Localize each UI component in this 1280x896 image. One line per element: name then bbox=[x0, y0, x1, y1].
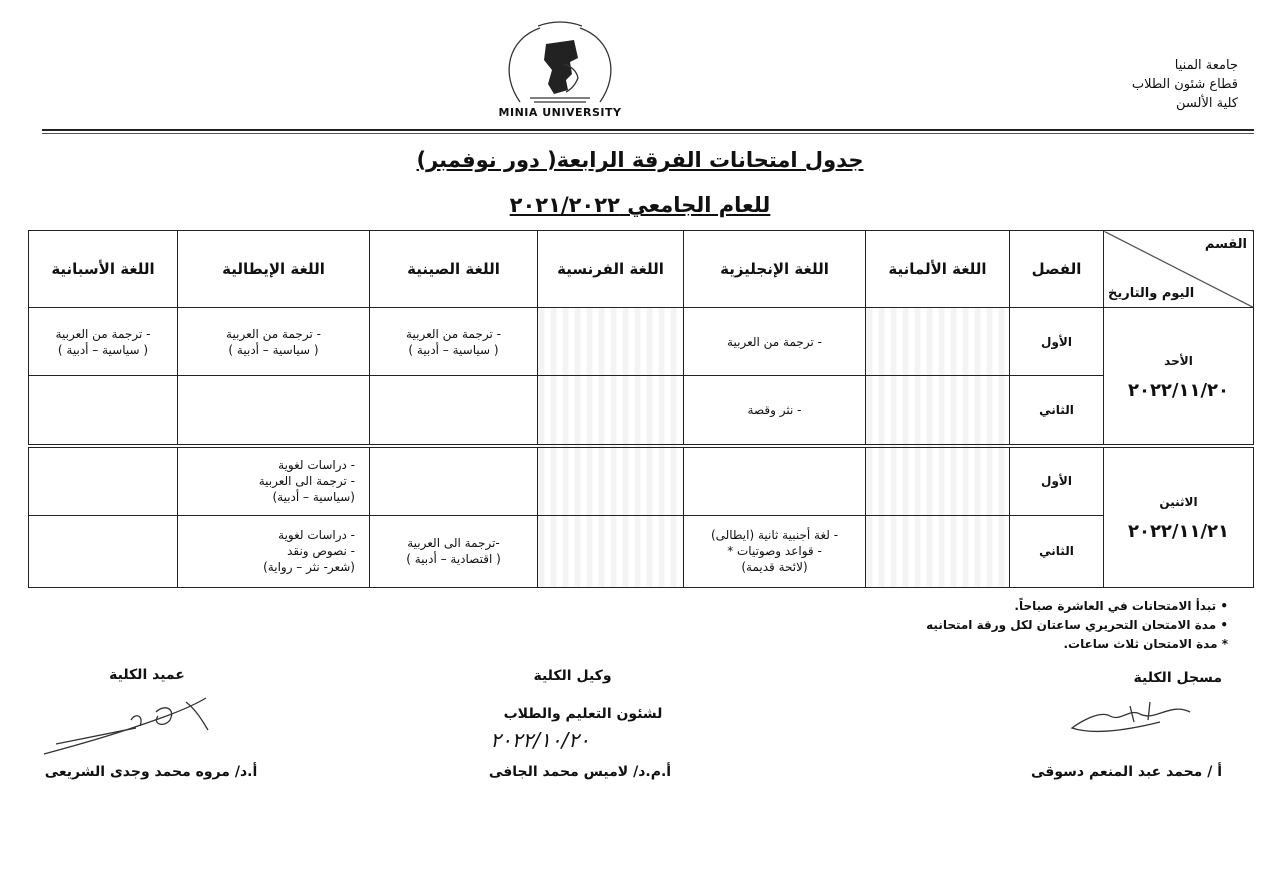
german-cell bbox=[866, 515, 1010, 587]
english-cell: - لغة أجنبية ثانية (ايطالى) - قواعد وصوتيات * (لائحة قديمة) bbox=[684, 515, 866, 587]
dean-title: عميد الكلية bbox=[109, 667, 185, 683]
english-cell: - نثر وقصة bbox=[684, 376, 866, 446]
table-row bbox=[29, 515, 1254, 587]
exam-notes bbox=[926, 597, 1228, 654]
academic-year-title: للعام الجامعي ٢٠٢١/٢٠٢٢ bbox=[509, 193, 771, 217]
vice-dean-name: أ.م.د/ لاميس محمد الجافى bbox=[488, 764, 672, 780]
table-row bbox=[29, 376, 1254, 446]
german-cell bbox=[866, 446, 1010, 516]
spanish-cell: - ترجمة من العربية ( سياسية – أدبية ) bbox=[29, 308, 178, 376]
column-header-spanish: اللغة الأسبانية bbox=[29, 231, 178, 308]
sector-name: قطاع شئون الطلاب bbox=[1131, 77, 1238, 92]
french-cell bbox=[538, 308, 684, 376]
spanish-cell bbox=[29, 515, 178, 587]
german-cell bbox=[866, 308, 1010, 376]
table-row bbox=[29, 308, 1254, 376]
column-header-english: اللغة الإنجليزية bbox=[684, 231, 866, 308]
column-header-italian: اللغة الإيطالية bbox=[178, 231, 370, 308]
logo-text: MINIA UNIVERSITY bbox=[498, 106, 622, 119]
corner-header: القسم اليوم والتاريخ bbox=[1104, 231, 1254, 308]
chinese-cell bbox=[370, 446, 538, 516]
column-header-french: اللغة الفرنسية bbox=[538, 231, 684, 308]
registrar-title: مسجل الكلية bbox=[1133, 670, 1222, 686]
chinese-cell bbox=[370, 376, 538, 446]
registrar-signature bbox=[1060, 692, 1200, 742]
document-title: جدول امتحانات الفرقة الرابعة( دور نوفمبر) bbox=[416, 148, 864, 172]
note-item: * مدة الامتحان ثلاث ساعات. bbox=[1063, 637, 1228, 651]
english-cell bbox=[684, 446, 866, 516]
german-cell bbox=[866, 376, 1010, 446]
french-cell bbox=[538, 515, 684, 587]
semester-cell: الأول bbox=[1010, 446, 1104, 516]
semester-cell: الثاني bbox=[1010, 376, 1104, 446]
italian-cell bbox=[178, 376, 370, 446]
day-cell-monday: الاثنين ٢٠٢٢/١١/٢١ bbox=[1104, 446, 1254, 588]
day-cell-sunday: الأحد ٢٠٢٢/١١/٢٠ bbox=[1104, 308, 1254, 446]
spanish-cell bbox=[29, 446, 178, 516]
chinese-cell: -ترجمة الى العربية ( اقتصادية – أدبية ) bbox=[370, 515, 538, 587]
chinese-cell: - ترجمة من العربية ( سياسية – أدبية ) bbox=[370, 308, 538, 376]
vice-dean-title: وكيل الكلية bbox=[533, 668, 612, 684]
french-cell bbox=[538, 446, 684, 516]
header-divider bbox=[42, 129, 1254, 131]
column-header-german: اللغة الألمانية bbox=[866, 231, 1010, 308]
exam-schedule-table bbox=[28, 230, 1254, 588]
registrar-name: أ / محمد عبد المنعم دسوقى bbox=[1031, 764, 1222, 780]
dean-name: أ.د/ مروه محمد وجدى الشريعى bbox=[44, 764, 258, 780]
faculty-name: كلية الألسن bbox=[1176, 96, 1238, 111]
vice-dean-handwritten-date: ٢٠٢٢/١٠/٢٠ bbox=[490, 728, 590, 752]
semester-header: الفصل bbox=[1010, 231, 1104, 308]
french-cell bbox=[538, 376, 684, 446]
table-header-row bbox=[29, 231, 1254, 308]
vice-dean-subtitle: لشئون التعليم والطلاب bbox=[503, 706, 663, 722]
table-row bbox=[29, 446, 1254, 516]
english-cell: - ترجمة من العربية bbox=[684, 308, 866, 376]
dean-signature bbox=[36, 690, 226, 760]
university-logo bbox=[490, 14, 630, 126]
note-item: • مدة الامتحان التحريري ساعتان لكل ورقة امتحانيه bbox=[926, 618, 1228, 632]
university-name: جامعة المنيا bbox=[1174, 58, 1238, 73]
italian-cell: - دراسات لغوية - نصوص ونقد (شعر- نثر – رواية) bbox=[178, 515, 370, 587]
header-divider-thin bbox=[42, 133, 1254, 134]
semester-cell: الأول bbox=[1010, 308, 1104, 376]
spanish-cell bbox=[29, 376, 178, 446]
semester-cell: الثاني bbox=[1010, 515, 1104, 587]
note-item: • تبدأ الامتحانات في العاشرة صباحاً. bbox=[1014, 599, 1228, 613]
italian-cell: - دراسات لغوية - ترجمة الى العربية (سياسية – أدبية) bbox=[178, 446, 370, 516]
institution-header bbox=[1132, 56, 1238, 113]
column-header-chinese: اللغة الصينية bbox=[370, 231, 538, 308]
italian-cell: - ترجمة من العربية ( سياسية – أدبية ) bbox=[178, 308, 370, 376]
